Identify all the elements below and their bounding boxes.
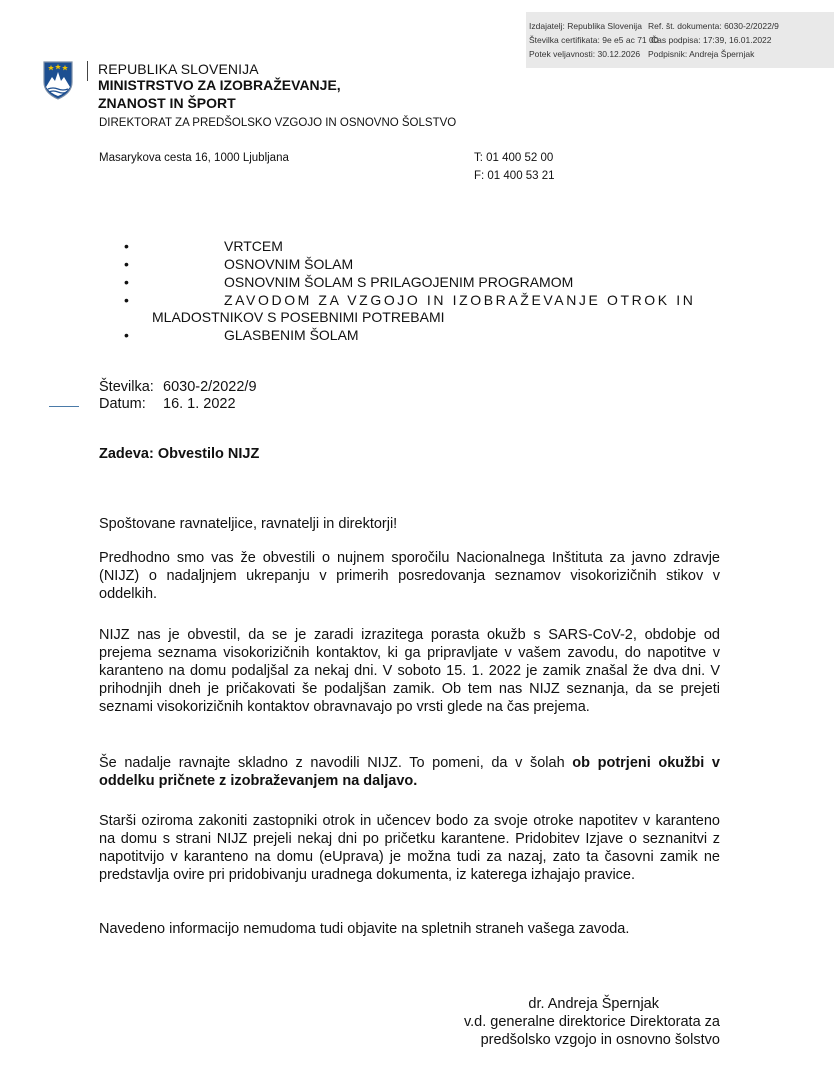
paragraph-1: Predhodno smo vas že obvestili o nujnem sporočilu Nacionalnega Inštituta za javno zdravje (NIJZ) o nadaljnjem ukrepanju v primerih posredovanja seznamov visokorizičnih stikov v oddelkih.: [99, 550, 720, 602]
document-number: 6030-2/2022/9: [163, 379, 257, 395]
paragraph-4: Starši oziroma zakoniti zastopniki otrok in učencev bodo za svoje otroke napotitev v karanteno na domu s strani NIJZ prejeli nekaj dni po pričetku karantene. Pridobitev Izjave o seznanitvi z napotitvijo v karanteno na domu (eUprava) je možna tudi za nazaj, zato ta časovni zamik ne predstavlja ovire pri pridobivanju uradnega dokumenta, iz katerega izhajajo pravice.: [99, 813, 720, 883]
date-label: Datum:: [99, 396, 146, 412]
signer-title-2: predšolsko vzgojo in osnovno šolstvo: [480, 1032, 720, 1048]
paragraph-3-text: Še nadalje ravnajte skladno z navodili NIJZ. To pomeni, da v šolah: [99, 755, 573, 771]
subject: Zadeva: Obvestilo NIJZ: [99, 446, 260, 462]
phone: T: 01 400 52 00: [474, 152, 554, 164]
coat-of-arms-icon: [42, 60, 74, 100]
signature-block: [320, 995, 720, 1049]
header-directorate: DIREKTORAT ZA PREDŠOLSKO VZGOJO IN OSNOVNO ŠOLSTVO: [99, 117, 457, 129]
stamp-signer: Podpisnik: Andreja Špernjak: [648, 49, 755, 59]
header-country: REPUBLIKA SLOVENIJA: [98, 61, 259, 77]
recipient-2: OSNOVNIM ŠOLAM: [224, 256, 354, 272]
stamp-expiry: Potek veljavnosti: 30.12.2026: [529, 49, 641, 59]
stamp-certificate: Številka certifikata: 9e e5 ac 71 00: [529, 35, 659, 45]
bullet-icon: •: [124, 292, 129, 308]
signer-title-1: v.d. generalne direktorice Direktorata za: [463, 1014, 720, 1030]
paragraph-3-emphasis: ob potrjeni okužbi v oddelku pričnete z izobraževanjem na daljavo.: [99, 755, 720, 789]
stamp-issuer: Izdajatelj: Republika Slovenija: [529, 21, 642, 31]
stamp-time: Čas podpisa: 17:39, 16.01.2022: [651, 35, 772, 45]
header-ministry: MINISTRSTVO ZA IZOBRAŽEVANJE,: [98, 77, 341, 93]
header-divider: [87, 61, 88, 81]
bullet-icon: •: [124, 256, 129, 272]
recipient-4: ZAVODOM ZA VZGOJO IN IZOBRAŽEVANJE OTROK IN: [224, 292, 696, 308]
signer-name: dr. Andreja Špernjak: [528, 996, 659, 1012]
greeting: Spoštovane ravnateljice, ravnatelji in direktorji!: [99, 516, 398, 532]
recipient-3: OSNOVNIM ŠOLAM S PRILAGOJENIM PROGRAMOM: [224, 274, 574, 290]
recipient-1: VRTCEM: [224, 238, 283, 254]
number-label: Številka:: [99, 379, 154, 395]
digital-signature-stamp: [526, 12, 834, 68]
fax: F: 01 400 53 21: [474, 170, 555, 182]
paragraph-3: [99, 754, 720, 790]
header-ministry-cont: ZNANOST IN ŠPORT: [98, 95, 236, 111]
paragraph-2: NIJZ nas je obvestil, da se je zaradi izrazitega porasta okužb s SARS-CoV-2, obdobje od prejema seznama visokorizičnih kontaktov, ki ga pripravljate v vašem zavodu, do napotitve v karanteno na domu podaljšal za nekaj dni. V soboto 15. 1. 2022 je zamik znašal že dva dni. V prihodnjih dneh je pričakovati še podaljšan zamik. Ob tem nas NIJZ seznanja, da se prejeti seznami visokorizičnih kontaktov obravnavajo po vrsti glede na čas prejema.: [99, 627, 720, 715]
stamp-ref: Ref. št. dokumenta: 6030-2/2022/9: [648, 21, 779, 31]
bullet-icon: •: [124, 327, 129, 343]
recipient-5: GLASBENIM ŠOLAM: [224, 327, 359, 343]
paragraph-5: Navedeno informacijo nemudoma tudi objavite na spletnih straneh vašega zavoda.: [99, 921, 630, 937]
bullet-icon: •: [124, 274, 129, 290]
recipient-4-cont: MLADOSTNIKOV S POSEBNIMI POTREBAMI: [152, 309, 445, 325]
document-date: 16. 1. 2022: [163, 396, 236, 412]
address: Masarykova cesta 16, 1000 Ljubljana: [99, 152, 289, 164]
bullet-icon: •: [124, 238, 129, 254]
margin-mark: [49, 406, 79, 407]
